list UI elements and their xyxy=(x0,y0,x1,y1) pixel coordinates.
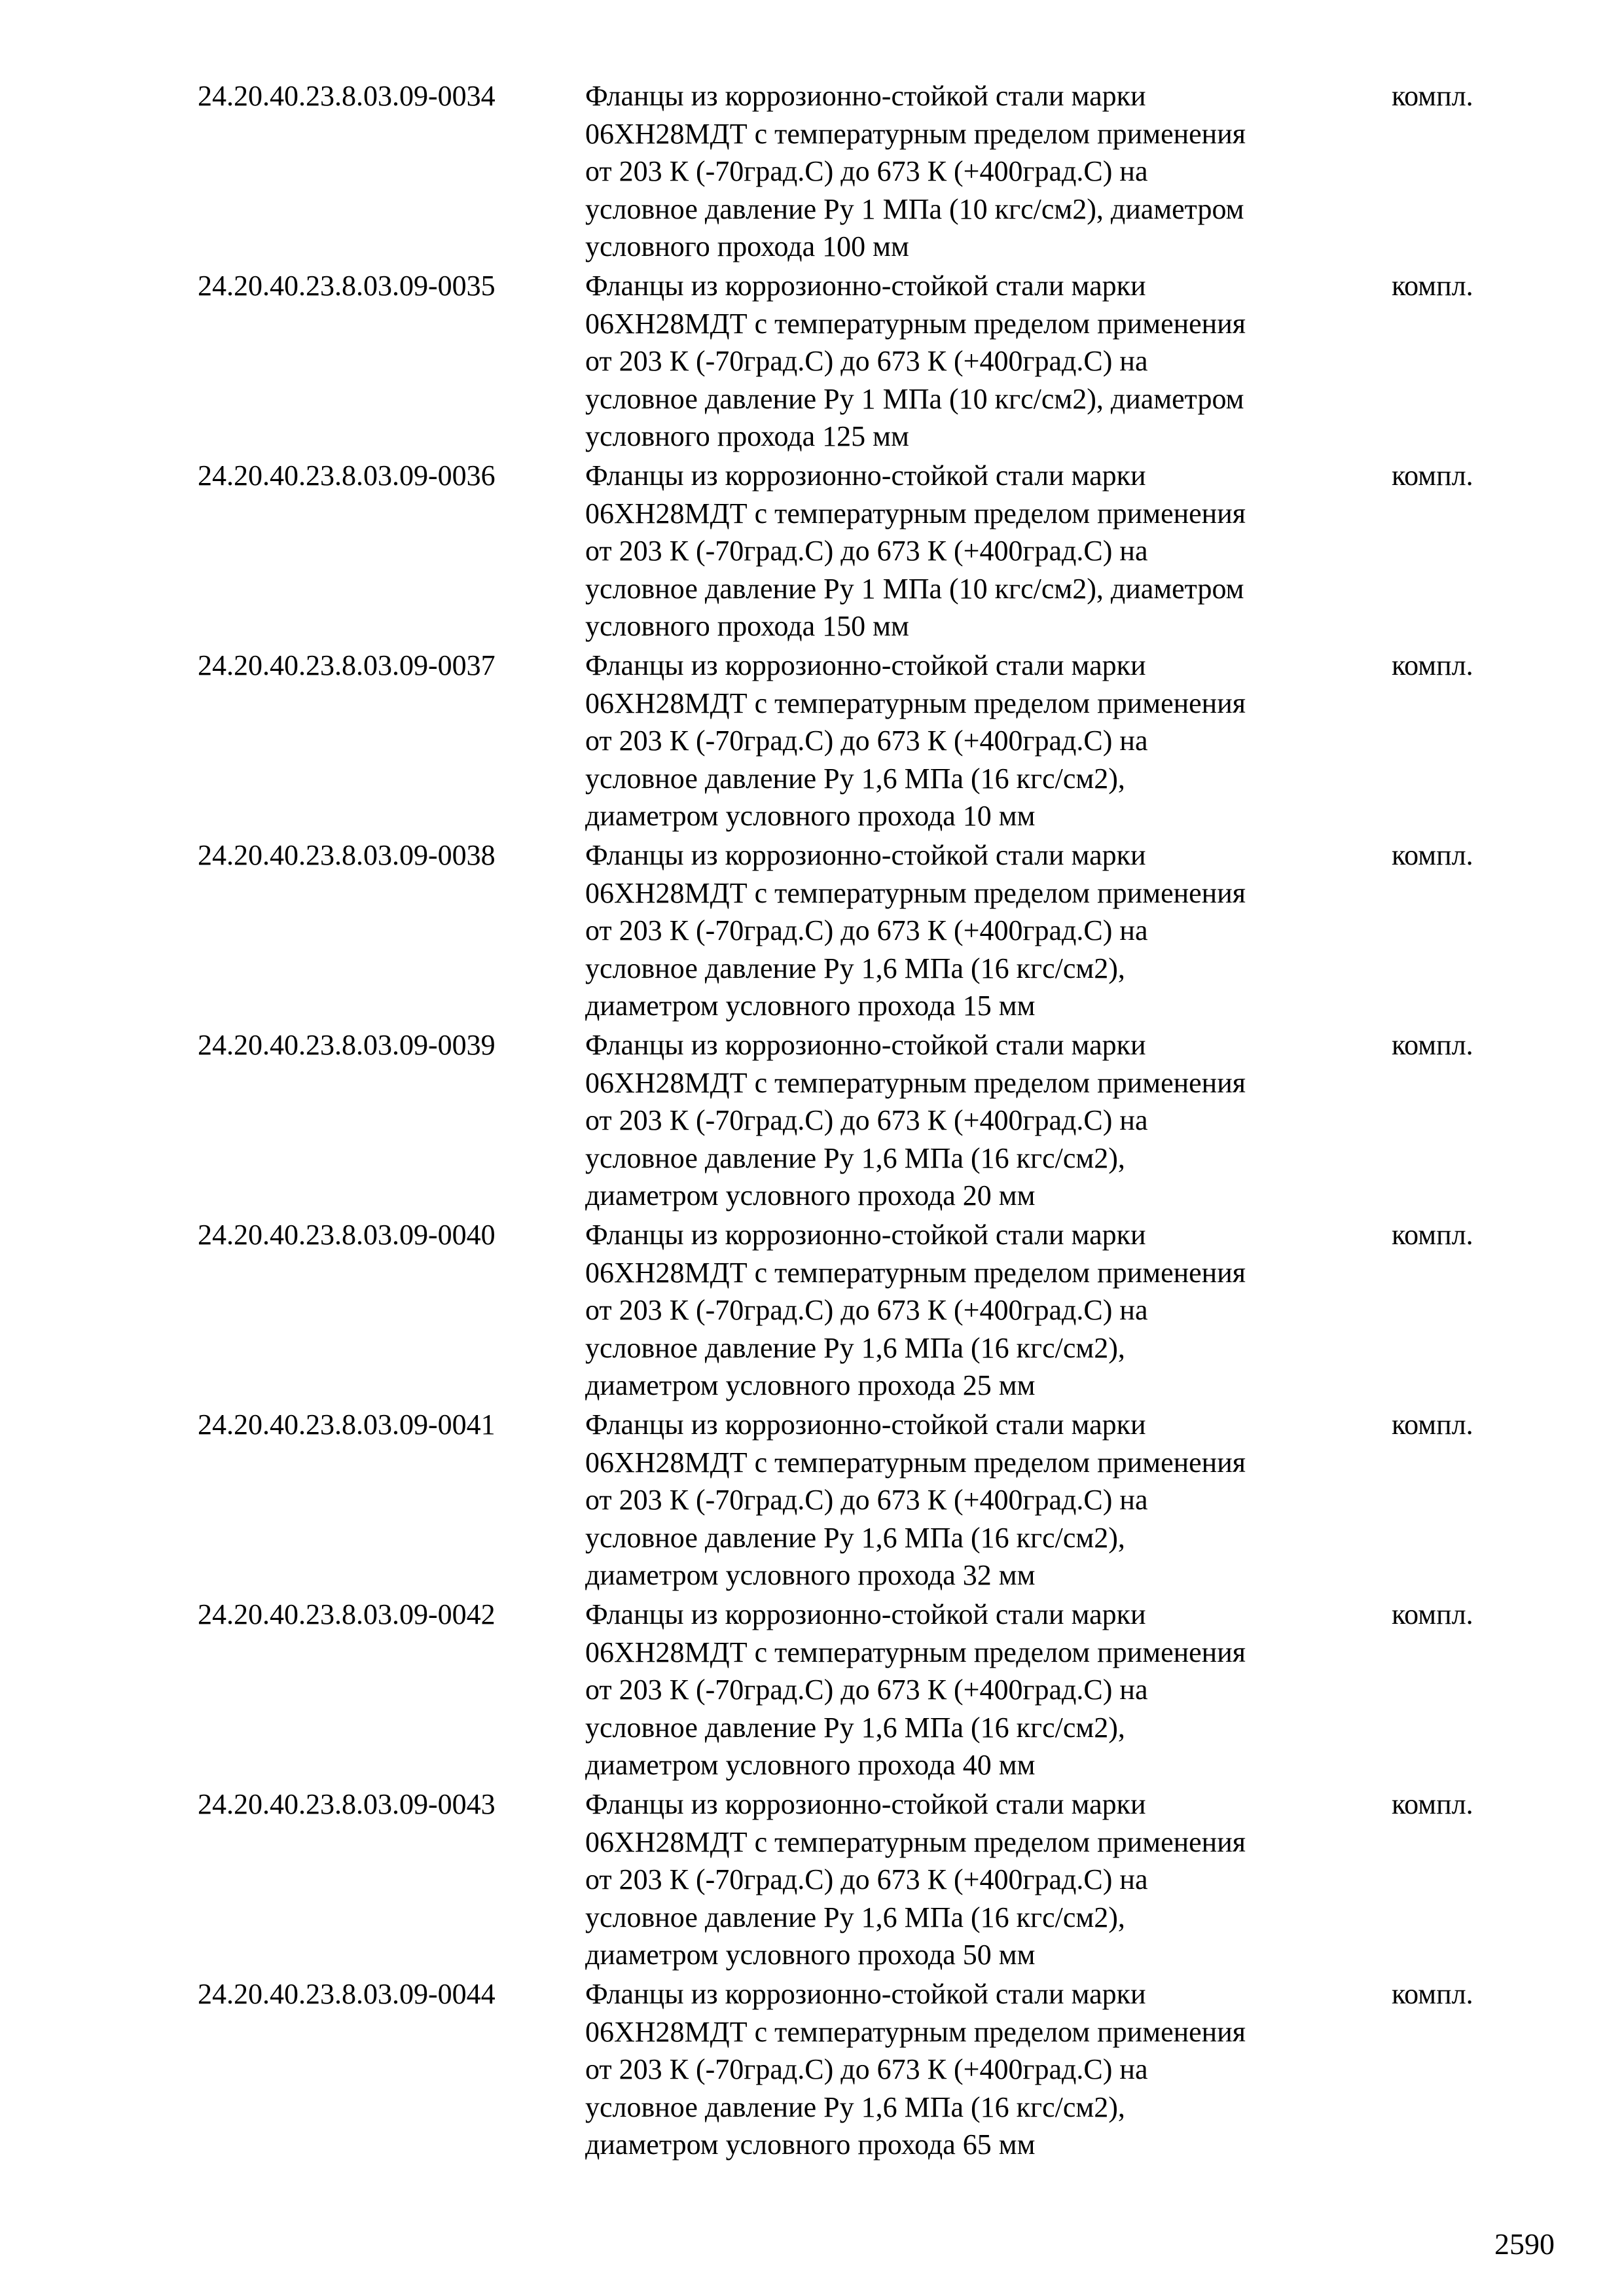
description-line: Фланцы из коррозионно-стойкой стали марки xyxy=(585,1029,1146,1061)
item-code: 24.20.40.23.8.03.09-0043 xyxy=(198,1788,496,1820)
item-code: 24.20.40.23.8.03.09-0041 xyxy=(198,1408,496,1441)
table-row xyxy=(198,457,1507,647)
page-number: 2590 xyxy=(1494,2227,1555,2261)
description-line: Фланцы из коррозионно-стойкой стали марки xyxy=(585,1598,1146,1630)
item-description xyxy=(585,836,1371,1025)
item-description xyxy=(585,267,1371,456)
table-row xyxy=(198,1785,1507,1975)
item-unit: компл. xyxy=(1392,1219,1473,1251)
item-description xyxy=(585,1406,1371,1594)
table-row xyxy=(198,647,1507,836)
description-line: 06ХН28МДТ с температурным пределом применения xyxy=(585,1636,1246,1668)
description-line: 06ХН28МДТ с температурным пределом применения xyxy=(585,1446,1246,1479)
description-line: от 203 К (-70град.С) до 673 К (+400град.С) на xyxy=(585,1674,1148,1706)
item-code: 24.20.40.23.8.03.09-0042 xyxy=(198,1598,496,1630)
description-line: Фланцы из коррозионно-стойкой стали марки xyxy=(585,649,1146,681)
description-line: условное давление Ру 1 МПа (10 кгс/см2), диаметром xyxy=(585,192,1244,225)
item-code: 24.20.40.23.8.03.09-0038 xyxy=(198,839,496,871)
description-line: 06ХН28МДТ с температурным пределом применения xyxy=(585,1256,1246,1289)
item-unit: компл. xyxy=(1392,459,1473,492)
table-row xyxy=(198,836,1507,1026)
table-row xyxy=(198,1975,1507,2165)
item-code: 24.20.40.23.8.03.09-0044 xyxy=(198,1978,496,2010)
item-unit: компл. xyxy=(1392,80,1473,112)
description-line: диаметром условного прохода 25 мм xyxy=(585,1369,1036,1401)
item-description xyxy=(585,457,1371,645)
description-line: условное давление Ру 1,6 МПа (16 кгс/см2), xyxy=(585,1141,1125,1174)
item-unit: компл. xyxy=(1392,1408,1473,1441)
description-line: условное давление Ру 1 МПа (10 кгс/см2), диаметром xyxy=(585,572,1244,605)
item-description xyxy=(585,1216,1371,1405)
description-line: условное давление Ру 1,6 МПа (16 кгс/см2), xyxy=(585,1711,1125,1744)
item-code: 24.20.40.23.8.03.09-0035 xyxy=(198,270,496,302)
description-line: диаметром условного прохода 32 мм xyxy=(585,1559,1036,1591)
table-row xyxy=(198,267,1507,457)
item-unit: компл. xyxy=(1392,270,1473,302)
item-description xyxy=(585,647,1371,835)
description-line: условное давление Ру 1,6 МПа (16 кгс/см2), xyxy=(585,952,1125,984)
description-line: от 203 К (-70град.С) до 673 К (+400град.С) на xyxy=(585,1484,1148,1516)
price-list-table xyxy=(198,77,1507,2165)
description-line: 06ХН28МДТ с температурным пределом применения xyxy=(585,876,1246,909)
description-line: диаметром условного прохода 50 мм xyxy=(585,1939,1036,1971)
description-line: от 203 К (-70град.С) до 673 К (+400град.С) на xyxy=(585,535,1148,567)
description-line: от 203 К (-70град.С) до 673 К (+400град.С) на xyxy=(585,345,1148,377)
description-line: Фланцы из коррозионно-стойкой стали марки xyxy=(585,270,1146,302)
item-unit: компл. xyxy=(1392,1029,1473,1061)
item-description xyxy=(585,1026,1371,1215)
item-unit: компл. xyxy=(1392,649,1473,681)
description-line: 06ХН28МДТ с температурным пределом применения xyxy=(585,2015,1246,2048)
description-line: условного прохода 150 мм xyxy=(585,610,909,642)
description-line: 06ХН28МДТ с температурным пределом применения xyxy=(585,687,1246,719)
item-unit: компл. xyxy=(1392,839,1473,871)
table-row xyxy=(198,1026,1507,1216)
description-line: условное давление Ру 1,6 МПа (16 кгс/см2), xyxy=(585,2090,1125,2123)
item-code: 24.20.40.23.8.03.09-0039 xyxy=(198,1029,496,1061)
description-line: 06ХН28МДТ с температурным пределом применения xyxy=(585,497,1246,529)
item-code: 24.20.40.23.8.03.09-0037 xyxy=(198,649,496,681)
description-line: Фланцы из коррозионно-стойкой стали марки xyxy=(585,1978,1146,2010)
description-line: от 203 К (-70град.С) до 673 К (+400град.С) на xyxy=(585,1104,1148,1136)
description-line: Фланцы из коррозионно-стойкой стали марки xyxy=(585,839,1146,871)
item-unit: компл. xyxy=(1392,1598,1473,1630)
description-line: от 203 К (-70град.С) до 673 К (+400град.С) на xyxy=(585,155,1148,187)
description-line: от 203 К (-70град.С) до 673 К (+400град.С) на xyxy=(585,2053,1148,2085)
description-line: условного прохода 100 мм xyxy=(585,230,909,262)
item-description xyxy=(585,1596,1371,1784)
description-line: от 203 К (-70град.С) до 673 К (+400град.С) на xyxy=(585,1863,1148,1895)
table-row xyxy=(198,1216,1507,1406)
description-line: от 203 К (-70град.С) до 673 К (+400град.С) на xyxy=(585,914,1148,946)
description-line: 06ХН28МДТ с температурным пределом применения xyxy=(585,117,1246,150)
item-unit: компл. xyxy=(1392,1978,1473,2010)
description-line: от 203 К (-70град.С) до 673 К (+400град.С) на xyxy=(585,1294,1148,1326)
item-description xyxy=(585,77,1371,266)
description-line: условного прохода 125 мм xyxy=(585,420,909,452)
description-line: диаметром условного прохода 10 мм xyxy=(585,800,1036,832)
description-line: Фланцы из коррозионно-стойкой стали марки xyxy=(585,459,1146,492)
description-line: 06ХН28МДТ с температурным пределом применения xyxy=(585,307,1246,340)
description-line: от 203 К (-70град.С) до 673 К (+400град.С) на xyxy=(585,725,1148,757)
item-code: 24.20.40.23.8.03.09-0040 xyxy=(198,1219,496,1251)
description-line: диаметром условного прохода 15 мм xyxy=(585,990,1036,1022)
table-row xyxy=(198,1406,1507,1596)
table-row xyxy=(198,77,1507,267)
description-line: условное давление Ру 1,6 МПа (16 кгс/см2), xyxy=(585,1901,1125,1933)
table-row xyxy=(198,1596,1507,1785)
description-line: Фланцы из коррозионно-стойкой стали марки xyxy=(585,1408,1146,1441)
description-line: диаметром условного прохода 65 мм xyxy=(585,2128,1036,2161)
description-line: условное давление Ру 1,6 МПа (16 кгс/см2), xyxy=(585,1331,1125,1364)
description-line: диаметром условного прохода 40 мм xyxy=(585,1749,1036,1781)
description-line: условное давление Ру 1,6 МПа (16 кгс/см2), xyxy=(585,762,1125,795)
description-line: 06ХН28МДТ с температурным пределом применения xyxy=(585,1825,1246,1858)
description-line: условное давление Ру 1,6 МПа (16 кгс/см2), xyxy=(585,1521,1125,1554)
item-unit: компл. xyxy=(1392,1788,1473,1820)
description-line: Фланцы из коррозионно-стойкой стали марки xyxy=(585,1788,1146,1820)
item-code: 24.20.40.23.8.03.09-0036 xyxy=(198,459,496,492)
description-line: диаметром условного прохода 20 мм xyxy=(585,1179,1036,1211)
description-line: 06ХН28МДТ с температурным пределом применения xyxy=(585,1066,1246,1099)
description-line: Фланцы из коррозионно-стойкой стали марки xyxy=(585,80,1146,112)
description-line: условное давление Ру 1 МПа (10 кгс/см2), диаметром xyxy=(585,382,1244,415)
item-description xyxy=(585,1785,1371,1974)
description-line: Фланцы из коррозионно-стойкой стали марки xyxy=(585,1219,1146,1251)
item-description xyxy=(585,1975,1371,2164)
item-code: 24.20.40.23.8.03.09-0034 xyxy=(198,80,496,112)
